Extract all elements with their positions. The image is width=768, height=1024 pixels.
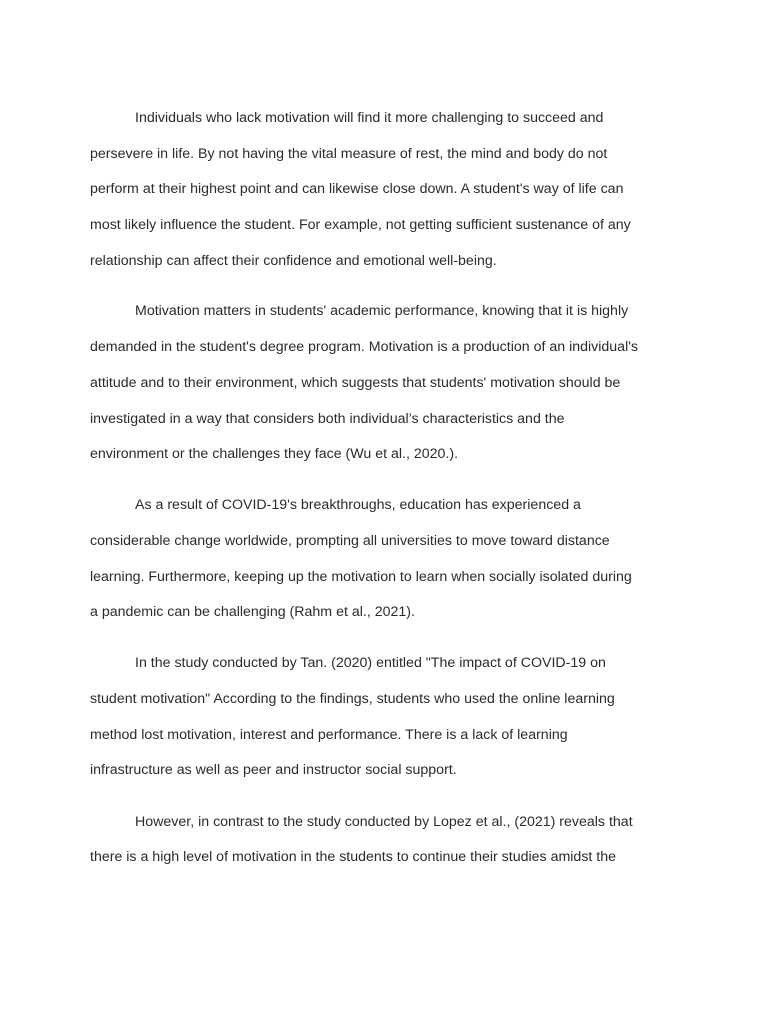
paragraph-3-line-3: learning. Furthermore, keeping up the motivation to learn when socially isolated during [90,569,632,585]
paragraph-2-line-2: demanded in the student's degree program. Motivation is a production of an individual's [90,339,639,355]
paragraph-4-line-2: student motivation" According to the findings, students who used the online learning [90,691,615,707]
paragraph-2-line-4: investigated in a way that considers both individual’s characteristics and the [90,411,565,427]
paragraph-4-line-4: infrastructure as well as peer and instructor social support. [90,762,457,778]
paragraph-3-line-4: a pandemic can be challenging (Rahm et al., 2021). [90,604,415,620]
paragraph-3-line-2: considerable change worldwide, prompting all universities to move toward distance [90,533,610,549]
paragraph-2-line-1: Motivation matters in students' academic performance, knowing that it is highly [135,303,629,319]
paragraph-1-line-2: persevere in life. By not having the vital measure of rest, the mind and body do not [90,146,608,162]
paragraph-4-line-3: method lost motivation, interest and performance. There is a lack of learning [90,727,568,743]
paragraph-1-line-1: Individuals who lack motivation will find it more challenging to succeed and [135,110,604,126]
paragraph-1-line-4: most likely influence the student. For example, not getting sufficient sustenance of any [90,217,631,233]
paragraph-1-line-3: perform at their highest point and can likewise close down. A student's way of life can [90,181,624,197]
paragraph-3-line-1: As a result of COVID-19's breakthroughs, education has experienced a [135,497,581,513]
paragraph-5-line-1: However, in contrast to the study conducted by Lopez et al., (2021) reveals that [135,814,633,830]
paragraph-4-line-1: In the study conducted by Tan. (2020) entitled "The impact of COVID-19 on [135,655,606,671]
paragraph-1-line-5: relationship can affect their confidence and emotional well-being. [90,253,497,269]
paragraph-5-line-2: there is a high level of motivation in the students to continue their studies amidst the [90,849,617,865]
paragraph-2-line-5: environment or the challenges they face (Wu et al., 2020.). [90,446,459,462]
paragraph-2-line-3: attitude and to their environment, which suggests that students' motivation should be [90,375,621,391]
